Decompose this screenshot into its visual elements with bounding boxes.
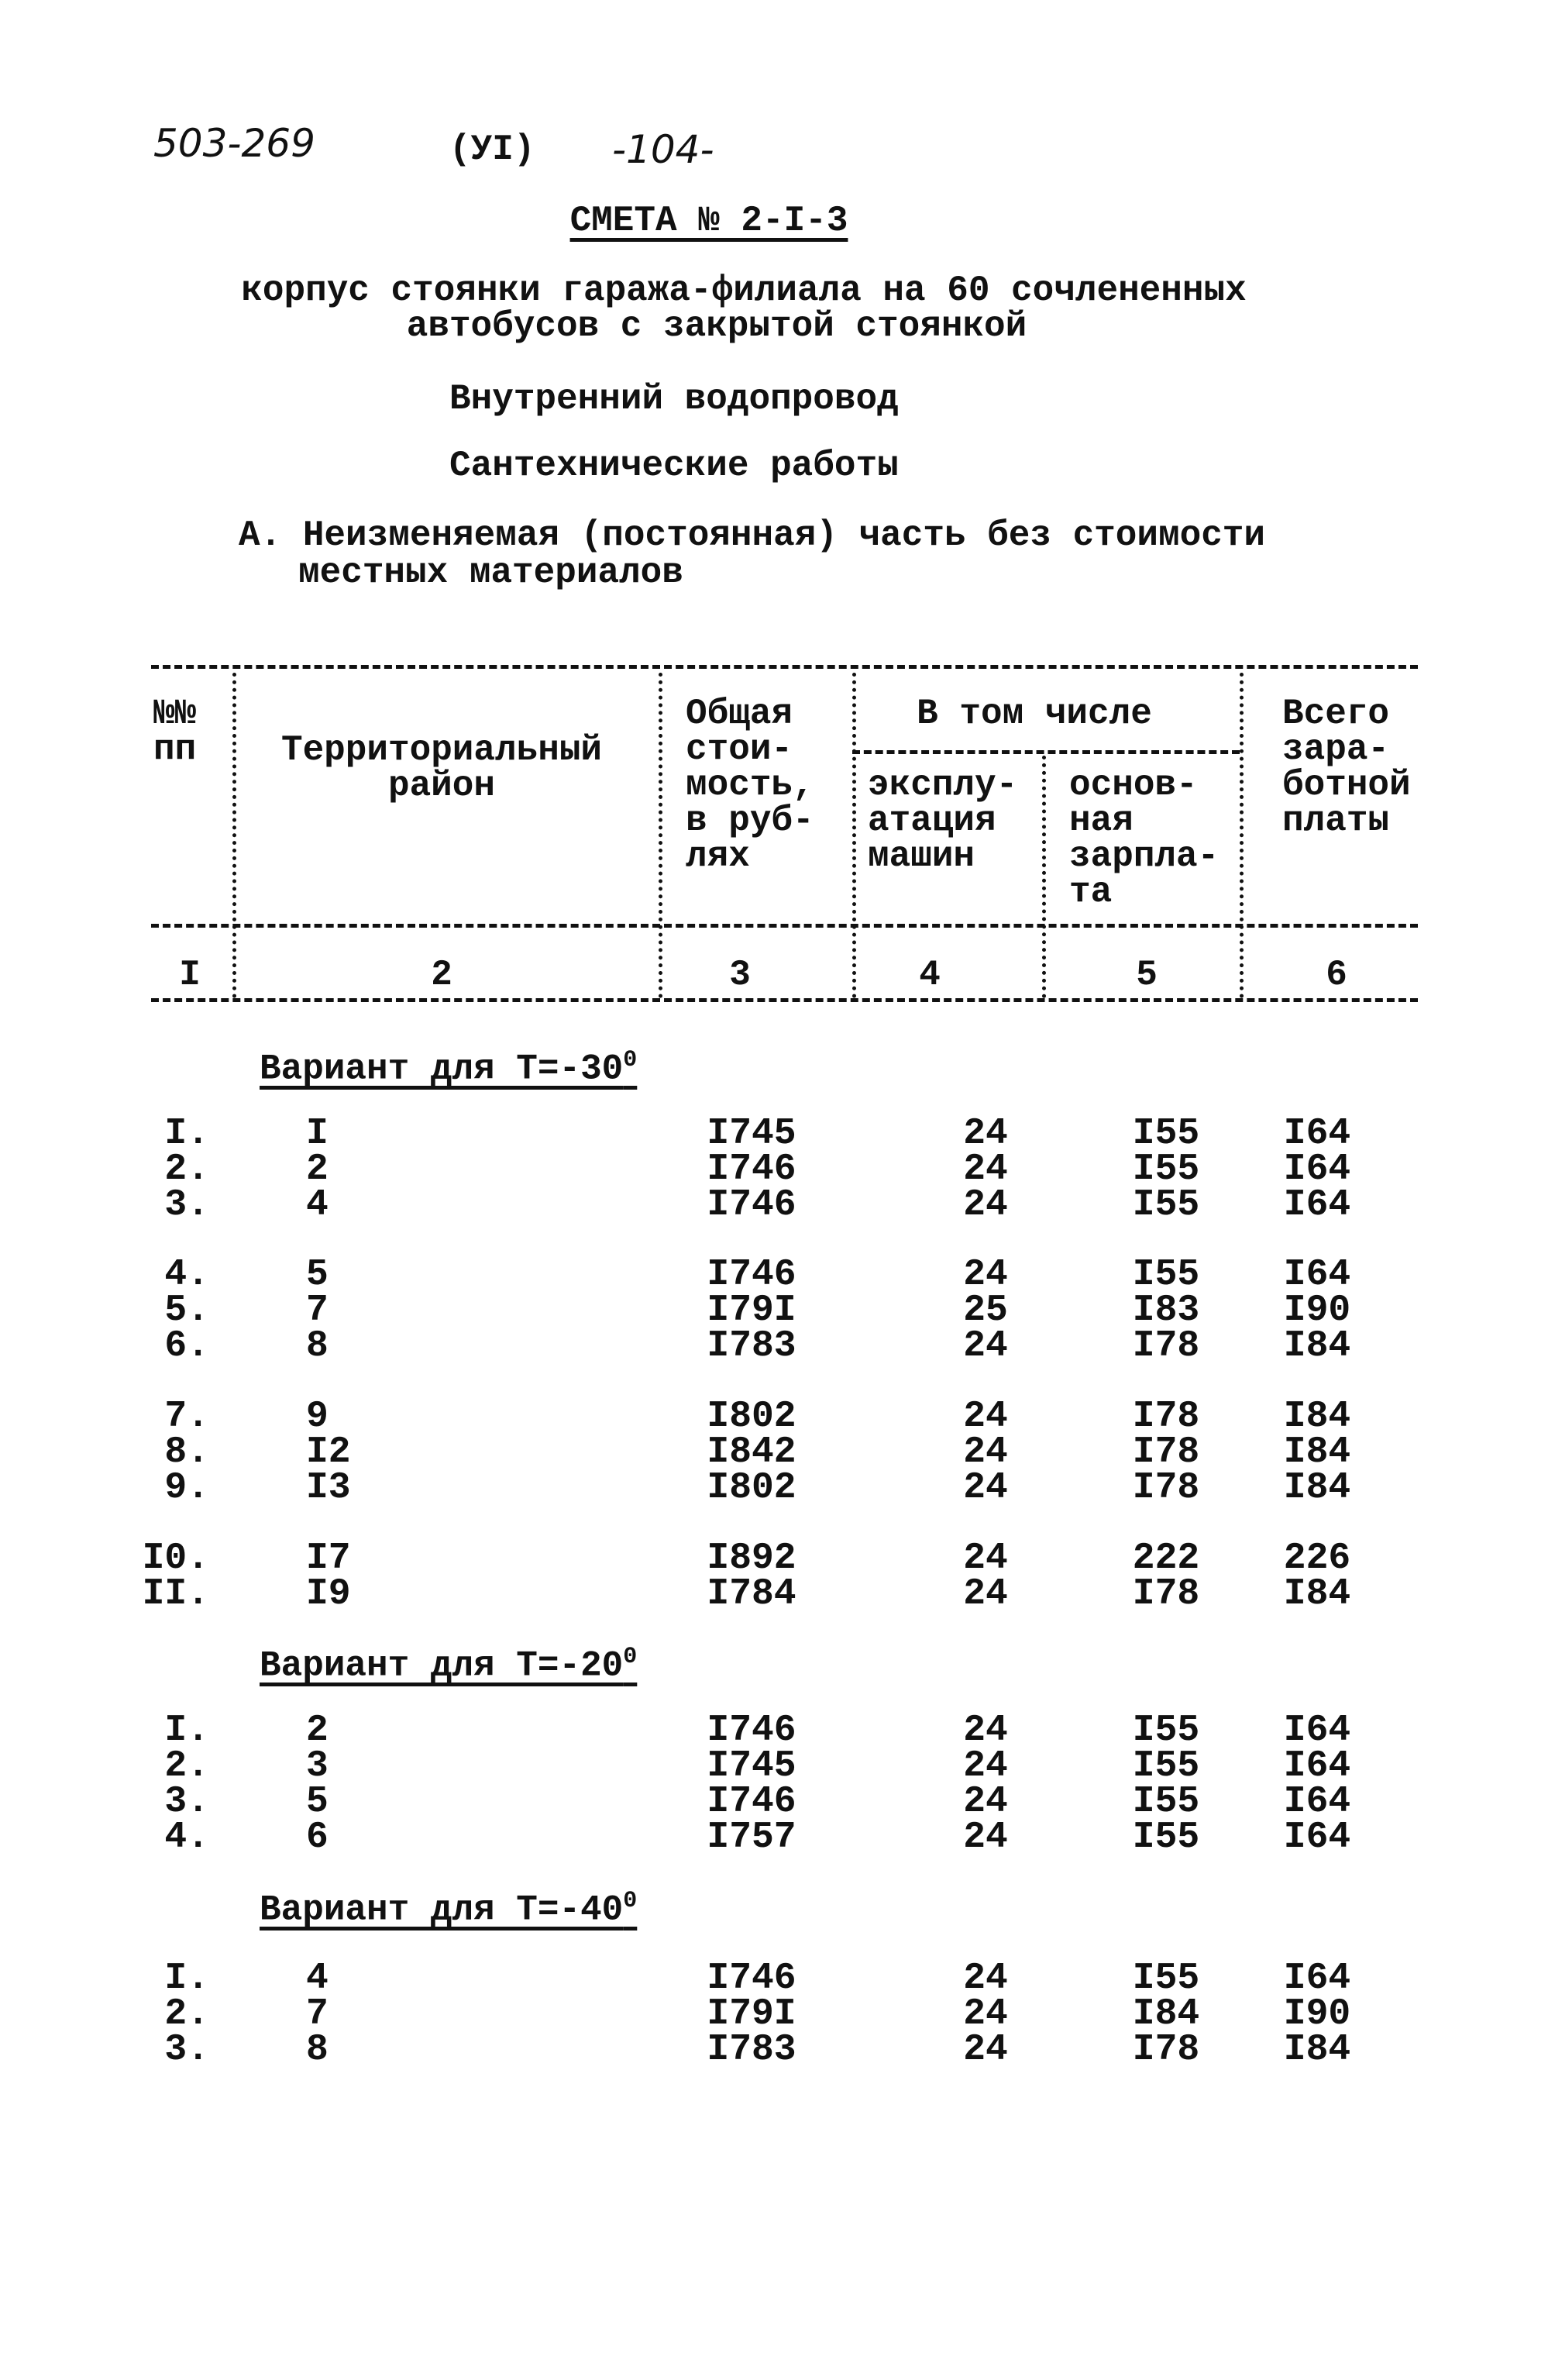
header-total-salary: Всего зара- ботной платы	[1282, 694, 1411, 841]
cell-base-salary: I78	[1132, 1431, 1200, 1473]
cell-base-salary: I78	[1132, 1325, 1200, 1367]
variant-label: Вариант для Т=-30	[260, 1049, 624, 1090]
cell-region: 2	[306, 1710, 329, 1751]
cell-total-cost: I842	[707, 1431, 796, 1473]
cell-base-salary: I55	[1132, 1781, 1200, 1823]
table-top-rule	[151, 665, 1418, 669]
cell-region: 8	[306, 2029, 329, 2071]
cell-base-salary: I55	[1132, 1113, 1200, 1155]
section-heading: Внутренний водопровод	[449, 379, 899, 419]
col-number-1: I	[179, 955, 201, 995]
cell-machine-cost: 24	[963, 1993, 1008, 2035]
header-base-salary: основ- ная зарпла- та	[1069, 765, 1220, 912]
cell-region: 3	[306, 1745, 329, 1787]
document-title: СМЕТА № 2-I-3	[569, 201, 848, 241]
cell-total-salary: I90	[1283, 1290, 1351, 1331]
cell-base-salary: I55	[1132, 1254, 1200, 1296]
cell-row-number: 8.	[164, 1431, 209, 1473]
cell-row-number: I.	[164, 1113, 209, 1155]
col-number-2: 2	[431, 955, 452, 995]
cell-total-salary: I90	[1283, 1993, 1351, 2035]
cell-total-salary: I64	[1283, 1254, 1351, 1296]
cell-total-cost: I892	[707, 1538, 796, 1579]
cell-machine-cost: 24	[963, 1958, 1008, 1999]
cell-total-cost: I802	[707, 1467, 796, 1509]
cell-region: 9	[306, 1396, 329, 1438]
cell-total-salary: I64	[1283, 1817, 1351, 1858]
col-divider	[232, 673, 236, 998]
cell-total-cost: I802	[707, 1396, 796, 1438]
cell-machine-cost: 24	[963, 1254, 1008, 1296]
cell-row-number: 7.	[164, 1396, 209, 1438]
cell-region: I7	[306, 1538, 351, 1579]
cell-total-salary: I64	[1283, 1958, 1351, 1999]
col-number-4: 4	[919, 955, 941, 995]
cell-base-salary: I78	[1132, 2029, 1200, 2071]
cell-total-salary: I84	[1283, 1431, 1351, 1473]
cell-total-salary: 226	[1283, 1538, 1351, 1579]
cell-machine-cost: 24	[963, 1431, 1008, 1473]
cell-machine-cost: 24	[963, 1710, 1008, 1751]
cell-total-salary: I64	[1283, 1781, 1351, 1823]
work-type-heading: Сантехнические работы	[449, 446, 899, 486]
cell-total-salary: I84	[1283, 1325, 1351, 1367]
header-total-cost: Общая стои- мость, в руб- лях	[686, 694, 814, 877]
variant-heading	[260, 1042, 638, 1090]
cell-total-salary: I84	[1283, 2029, 1351, 2071]
variant-heading	[260, 1639, 638, 1686]
cell-total-cost: I746	[707, 1254, 796, 1296]
cell-region: I2	[306, 1431, 351, 1473]
cell-total-cost: I746	[707, 1781, 796, 1823]
cell-total-cost: I745	[707, 1113, 796, 1155]
degree-mark: 0	[623, 1888, 638, 1914]
cell-total-cost: I746	[707, 1958, 796, 1999]
cell-region: 7	[306, 1290, 329, 1331]
cell-total-cost: I746	[707, 1184, 796, 1226]
cell-row-number: 4.	[164, 1254, 209, 1296]
cell-region: 2	[306, 1149, 329, 1190]
page-number: -104-	[612, 127, 714, 172]
header-region: Территориальный район	[280, 730, 603, 806]
cell-machine-cost: 24	[963, 1538, 1008, 1579]
cell-base-salary: I84	[1132, 1993, 1200, 2035]
cell-region: I3	[306, 1467, 351, 1509]
col-divider	[1042, 756, 1046, 998]
cell-total-salary: I64	[1283, 1710, 1351, 1751]
cell-row-number: 3.	[164, 1184, 209, 1226]
cell-base-salary: I83	[1132, 1290, 1200, 1331]
cell-machine-cost: 24	[963, 1325, 1008, 1367]
cell-total-cost: I746	[707, 1149, 796, 1190]
volume-number: (УI)	[449, 129, 535, 170]
cell-row-number: I0.	[142, 1538, 209, 1579]
cell-base-salary: I55	[1132, 1958, 1200, 1999]
table-number-rule	[151, 998, 1418, 1002]
cell-region: 7	[306, 1993, 329, 2035]
cell-total-salary: I84	[1283, 1467, 1351, 1509]
subtitle-line-2: автобусов с закрытой стоянкой	[406, 306, 1027, 346]
cell-machine-cost: 24	[963, 1396, 1008, 1438]
col-number-3: 3	[729, 955, 751, 995]
cell-region: 4	[306, 1958, 329, 1999]
header-number: №№ пп	[153, 694, 197, 770]
header-including: В том числе	[917, 694, 1152, 734]
cell-total-cost: I79I	[707, 1993, 796, 2035]
cell-region: 5	[306, 1254, 329, 1296]
cell-total-salary: I64	[1283, 1745, 1351, 1787]
cell-base-salary: I55	[1132, 1817, 1200, 1858]
cell-total-cost: I746	[707, 1710, 796, 1751]
cell-row-number: 9.	[164, 1467, 209, 1509]
variant-label: Вариант для Т=-20	[260, 1645, 624, 1686]
part-heading-line-2: местных материалов	[298, 553, 683, 593]
cell-machine-cost: 24	[963, 2029, 1008, 2071]
cell-total-cost: I783	[707, 2029, 796, 2071]
cell-machine-cost: 24	[963, 1467, 1008, 1509]
cell-base-salary: I78	[1132, 1573, 1200, 1615]
cell-machine-cost: 24	[963, 1781, 1008, 1823]
cell-region: 8	[306, 1325, 329, 1367]
cell-region: 5	[306, 1781, 329, 1823]
cell-total-cost: I79I	[707, 1290, 796, 1331]
col-divider	[659, 673, 662, 998]
cell-total-salary: I64	[1283, 1149, 1351, 1190]
header-rule	[151, 924, 1418, 928]
col-divider	[1240, 673, 1244, 998]
cell-total-cost: I783	[707, 1325, 796, 1367]
cell-row-number: 6.	[164, 1325, 209, 1367]
cell-base-salary: I55	[1132, 1745, 1200, 1787]
cell-machine-cost: 24	[963, 1149, 1008, 1190]
cell-row-number: II.	[142, 1573, 209, 1615]
document-code: 503-269	[153, 121, 315, 166]
cell-base-salary: I78	[1132, 1467, 1200, 1509]
variant-label: Вариант для Т=-40	[260, 1889, 624, 1931]
col-divider	[852, 673, 856, 998]
part-heading-line-1: А. Неизменяемая (постоянная) часть без стоимости	[239, 515, 1266, 556]
col-number-6: 6	[1326, 955, 1347, 995]
cell-total-salary: I84	[1283, 1573, 1351, 1615]
cell-row-number: 2.	[164, 1745, 209, 1787]
cell-row-number: I.	[164, 1710, 209, 1751]
subtitle-line-1: корпус стоянки гаража-филиала на 60 сочлененных	[241, 270, 1247, 311]
variant-heading	[260, 1883, 638, 1931]
cell-total-salary: I84	[1283, 1396, 1351, 1438]
cell-total-salary: I64	[1283, 1184, 1351, 1226]
col-number-5: 5	[1136, 955, 1158, 995]
cell-row-number: 5.	[164, 1290, 209, 1331]
cell-region: I9	[306, 1573, 351, 1615]
cell-total-salary: I64	[1283, 1113, 1351, 1155]
cell-machine-cost: 24	[963, 1573, 1008, 1615]
cell-total-cost: I784	[707, 1573, 796, 1615]
cell-machine-cost: 24	[963, 1184, 1008, 1226]
cell-machine-cost: 24	[963, 1745, 1008, 1787]
cell-machine-cost: 25	[963, 1290, 1008, 1331]
cell-row-number: I.	[164, 1958, 209, 1999]
cell-row-number: 2.	[164, 1993, 209, 2035]
cell-total-cost: I745	[707, 1745, 796, 1787]
degree-mark: 0	[623, 1047, 638, 1073]
cell-row-number: 2.	[164, 1149, 209, 1190]
header-machines: эксплу- атация машин	[868, 765, 1018, 877]
cell-region: 6	[306, 1817, 329, 1858]
cell-base-salary: I78	[1132, 1396, 1200, 1438]
cell-base-salary: I55	[1132, 1149, 1200, 1190]
cell-row-number: 4.	[164, 1817, 209, 1858]
cell-base-salary: I55	[1132, 1710, 1200, 1751]
cell-base-salary: 222	[1132, 1538, 1200, 1579]
cell-total-cost: I757	[707, 1817, 796, 1858]
cell-machine-cost: 24	[963, 1113, 1008, 1155]
cell-base-salary: I55	[1132, 1184, 1200, 1226]
cell-row-number: 3.	[164, 1781, 209, 1823]
degree-mark: 0	[623, 1644, 638, 1670]
cell-row-number: 3.	[164, 2029, 209, 2071]
cell-region: I	[306, 1113, 329, 1155]
group-rule	[852, 750, 1240, 754]
cell-region: 4	[306, 1184, 329, 1226]
cell-machine-cost: 24	[963, 1817, 1008, 1858]
